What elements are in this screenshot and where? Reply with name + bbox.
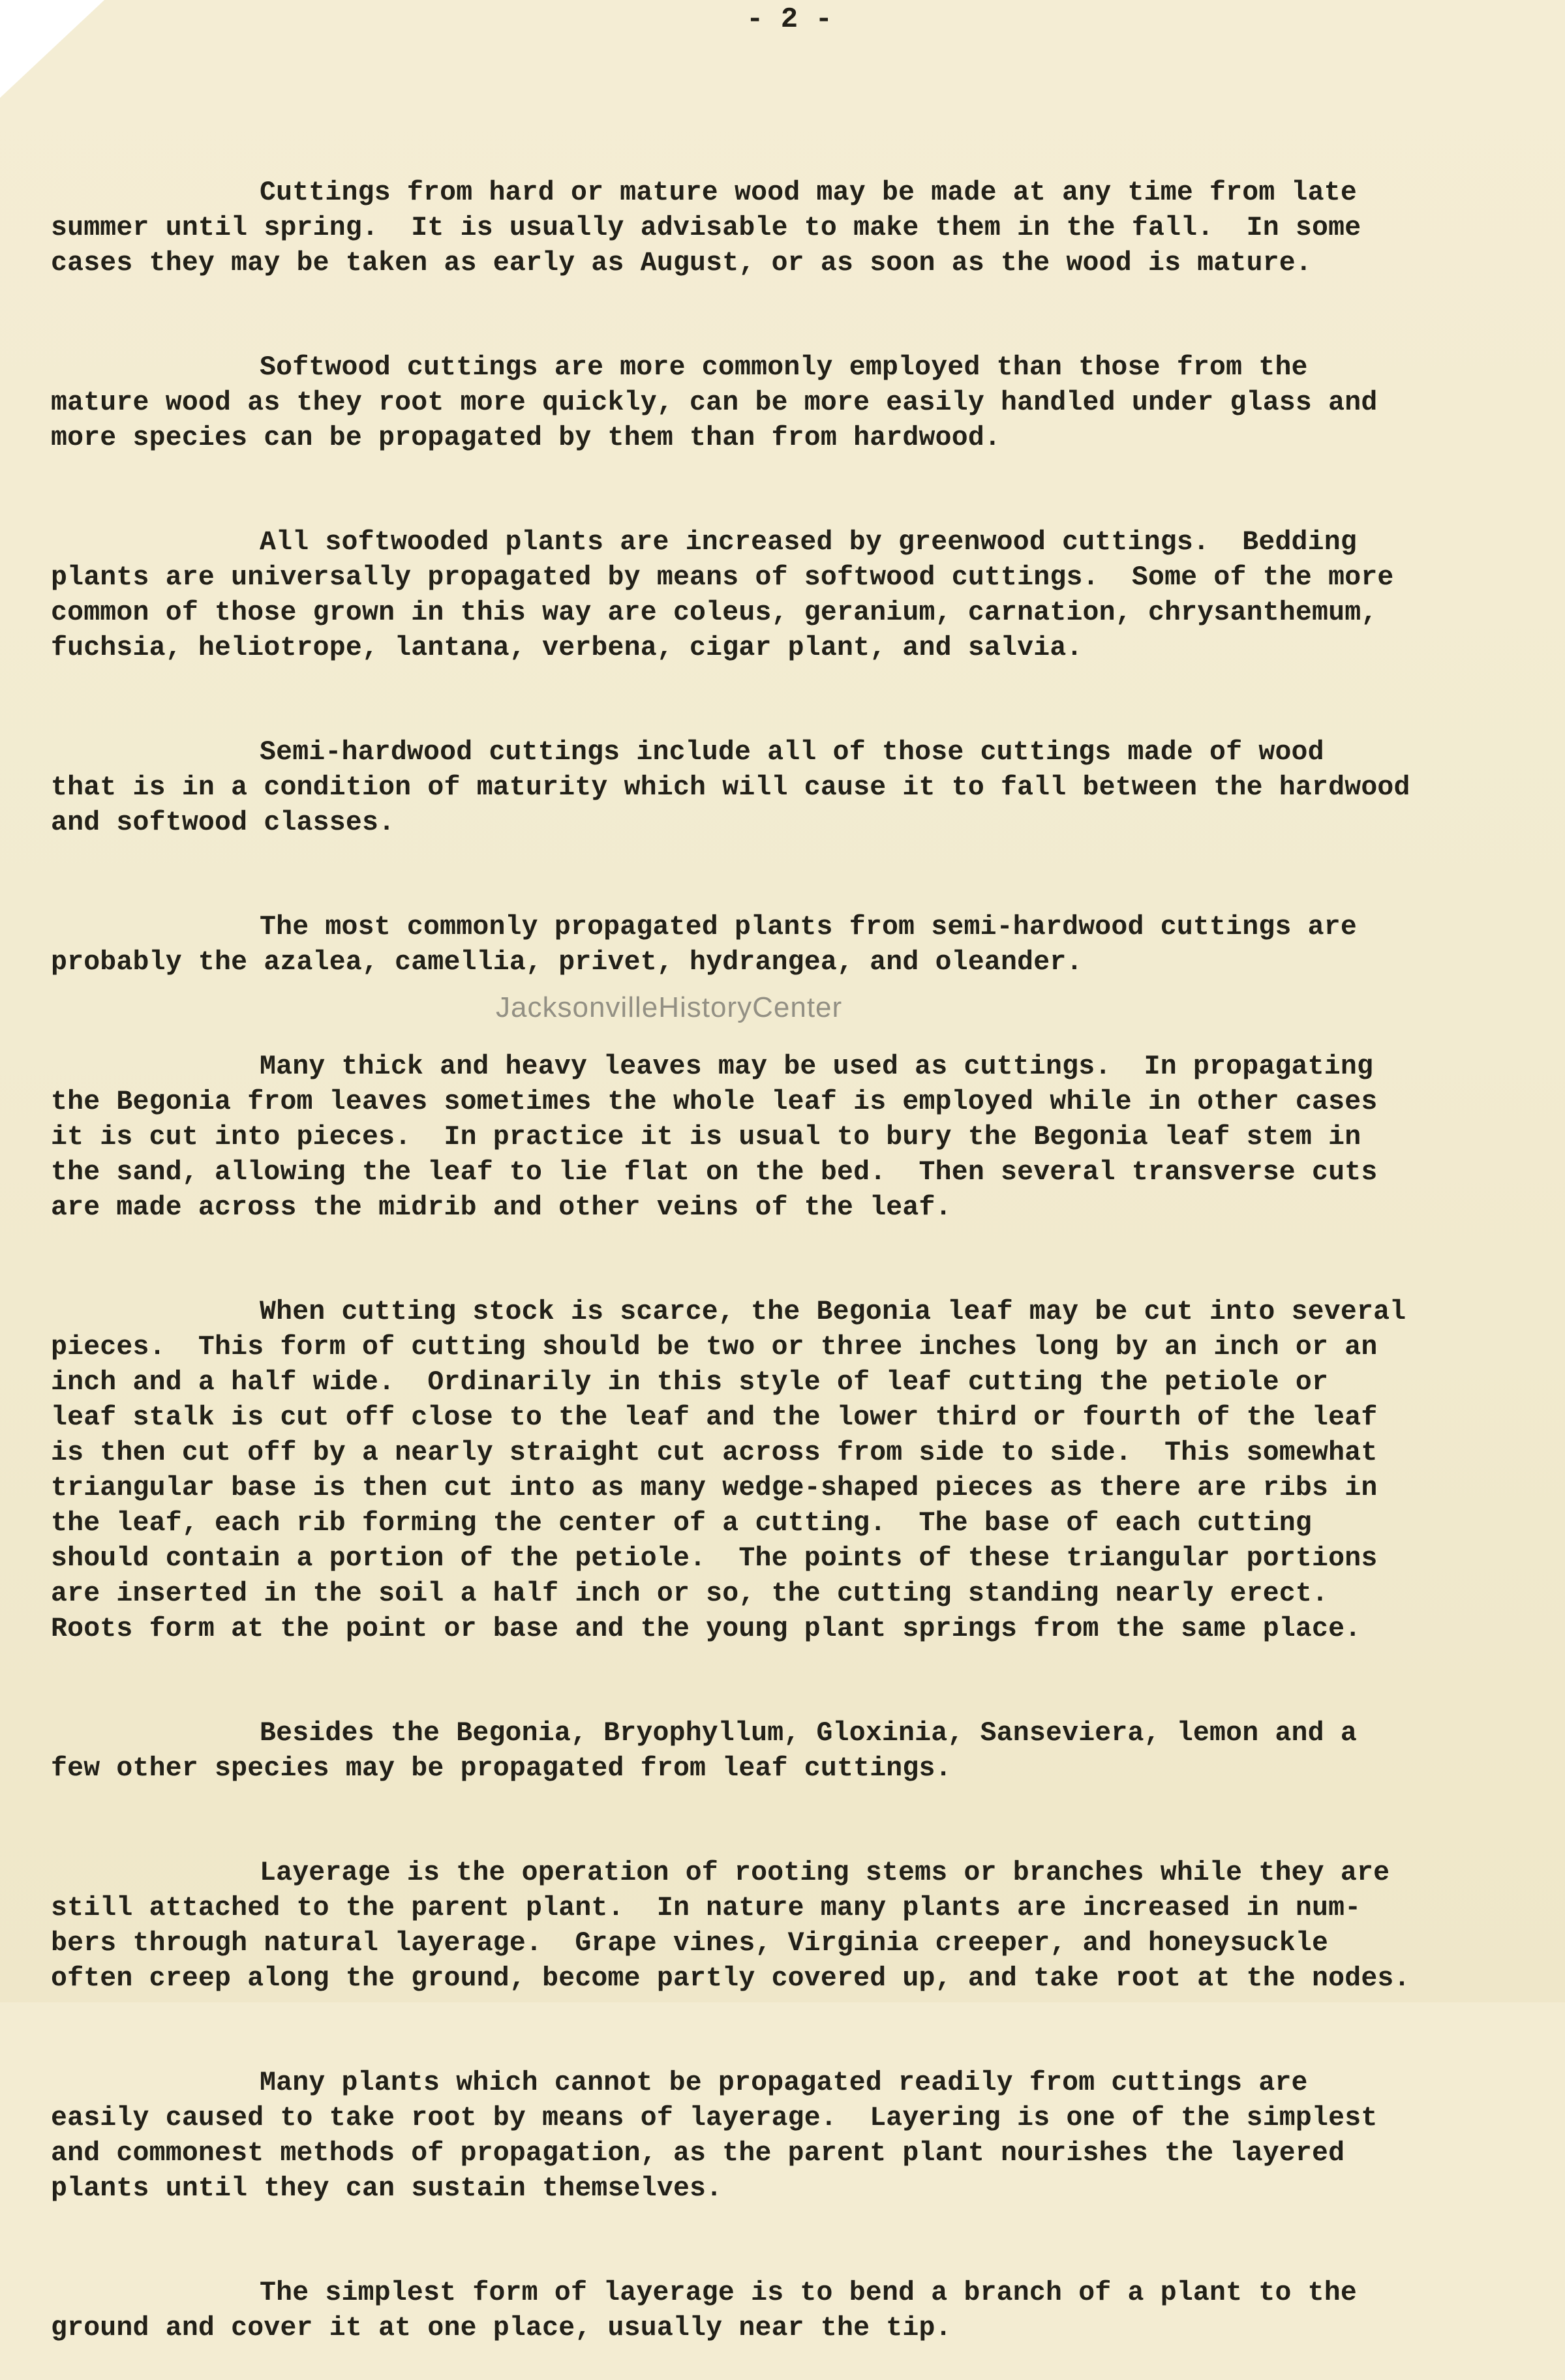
paragraph-simplest-layerage — [51, 2240, 1519, 2346]
text-line: are inserted in the soil a half inch or so, the cutting standing nearly erect. — [51, 1578, 1329, 1609]
text-line: is then cut off by a nearly straight cut across from side to side. This somewhat — [51, 1438, 1378, 1468]
text-line: Cuttings from hard or mature wood may be made at any time from late — [260, 177, 1357, 208]
text-line: cases they may be taken as early as August, or as soon as the wood is mature. — [51, 248, 1313, 279]
text-line: Many thick and heavy leaves may be used as cuttings. In propagating — [260, 1051, 1374, 1082]
text-line: bers through natural layerage. Grape vines, Virginia creeper, and honeysuckle — [51, 1928, 1329, 1959]
text-line: triangular base is then cut into as many wedge-shaped pieces as there are ribs in — [51, 1473, 1378, 1503]
text-line: few other species may be propagated from leaf cuttings. — [51, 1753, 952, 1784]
text-line: are made across the midrib and other veins of the leaf. — [51, 1192, 952, 1223]
text-line: still attached to the parent plant. In nature many plants are increased in num- — [51, 1893, 1361, 1923]
paragraph-layerage — [51, 1820, 1519, 1996]
text-line: summer until spring. It is usually advisable to make them in the fall. In some — [51, 213, 1361, 243]
text-line: leaf stalk is cut off close to the leaf and the lower third or fourth of the leaf — [51, 1402, 1378, 1433]
archive-watermark: JacksonvilleHistoryCenter — [496, 991, 843, 1023]
text-line: it is cut into pieces. In practice it is usual to bury the Begonia leaf stem in — [51, 1122, 1361, 1152]
paragraph-other-leaf-species — [51, 1681, 1519, 1786]
text-line: Semi-hardwood cuttings include all of those cuttings made of wood — [260, 737, 1324, 768]
text-line: often creep along the ground, become partly covered up, and take root at the nodes. — [51, 1963, 1410, 1994]
text-line: more species can be propagated by them than from hardwood. — [51, 423, 1001, 453]
paragraph-semi-hardwood-plants — [51, 875, 1519, 980]
paragraph-begonia-pieces — [51, 1259, 1519, 1647]
folded-corner — [0, 0, 104, 98]
paragraph-leaf-cuttings — [51, 1014, 1519, 1226]
text-line: ground and cover it at one place, usually near the tip. — [51, 2313, 952, 2343]
text-line: easily caused to take root by means of layerage. Layering is one of the simplest — [51, 2103, 1378, 2133]
text-line: mature wood as they root more quickly, can be more easily handled under glass and — [51, 387, 1378, 418]
text-line: inch and a half wide. Ordinarily in this style of leaf cutting the petiole or — [51, 1367, 1329, 1398]
text-line: Layerage is the operation of rooting stems or branches while they are — [260, 1858, 1390, 1888]
body-text — [51, 140, 1519, 2380]
text-line: The simplest form of layerage is to bend a branch of a plant to the — [260, 2278, 1357, 2308]
page-number: - 2 - — [746, 3, 833, 36]
paragraph-hardwood-timing — [51, 140, 1519, 281]
text-line: the Begonia from leaves sometimes the whole leaf is employed while in other cases — [51, 1087, 1378, 1117]
text-line: probably the azalea, camellia, privet, hydrangea, and oleander. — [51, 947, 1083, 978]
text-line: the leaf, each rib forming the center of a cutting. The base of each cutting — [51, 1508, 1313, 1539]
text-line: should contain a portion of the petiole. The points of these triangular portions — [51, 1543, 1378, 1574]
paragraph-semi-hardwood — [51, 700, 1519, 841]
text-line: Roots form at the point or base and the young plant springs from the same place. — [51, 1614, 1361, 1644]
text-line: Besides the Begonia, Bryophyllum, Gloxinia, Sanseviera, lemon and a — [260, 1718, 1357, 1749]
paragraph-softwooded-plants — [51, 490, 1519, 666]
text-line: fuchsia, heliotrope, lantana, verbena, cigar plant, and salvia. — [51, 633, 1083, 663]
text-line: plants until they can sustain themselves. — [51, 2173, 723, 2204]
text-line: plants are universally propagated by means of softwood cuttings. Some of the more — [51, 562, 1394, 593]
text-line: Softwood cuttings are more commonly employed than those from the — [260, 352, 1308, 383]
text-line: and commonest methods of propagation, as the parent plant nourishes the layered — [51, 2138, 1345, 2169]
paragraph-softwood-cuttings — [51, 315, 1519, 456]
text-line: When cutting stock is scarce, the Begonia leaf may be cut into several — [260, 1297, 1406, 1327]
text-line: the sand, allowing the leaf to lie flat on the bed. Then several transverse cuts — [51, 1157, 1378, 1188]
text-line: that is in a condition of maturity which will cause it to fall between the hardwood — [51, 772, 1410, 803]
text-line: All softwooded plants are increased by greenwood cuttings. Bedding — [260, 527, 1357, 558]
text-line: pieces. This form of cutting should be two or three inches long by an inch or an — [51, 1332, 1378, 1363]
text-line: common of those grown in this way are coleus, geranium, carnation, chrysanthemum, — [51, 597, 1378, 628]
text-line: Many plants which cannot be propagated readily from cuttings are — [260, 2068, 1308, 2098]
text-line: and softwood classes. — [51, 807, 395, 838]
paragraph-layering-methods — [51, 2030, 1519, 2207]
text-line: The most commonly propagated plants from semi-hardwood cuttings are — [260, 912, 1357, 942]
